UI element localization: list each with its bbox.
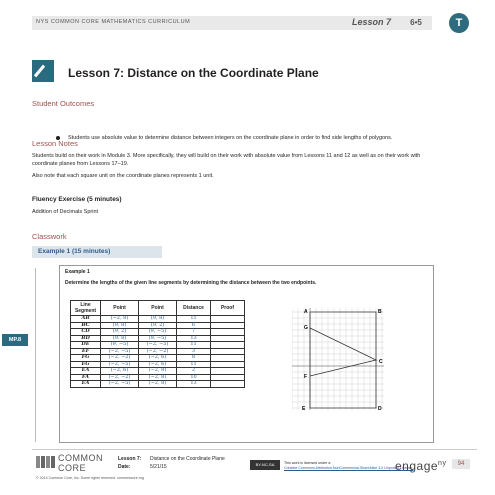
cell-dist: 10 (177, 374, 211, 381)
col-header-point2: Point (139, 301, 177, 316)
cell-p1: (−2, −5) (101, 381, 139, 388)
lesson-notes-heading: Lesson Notes (32, 139, 78, 148)
segment-table (70, 300, 245, 388)
cell-p2: (−2, −2) (139, 348, 177, 355)
col-header-proof: Proof (211, 301, 245, 316)
cell-p1: (9, 8) (101, 322, 139, 329)
teacher-badge: T (449, 13, 469, 33)
cell-p1: (9, 8) (101, 335, 139, 342)
footer-date-value: 5/21/15 (150, 464, 167, 470)
cell-seg: AB (71, 316, 101, 323)
common-core-logo-icon (36, 456, 56, 468)
cell-p1: (9, −5) (101, 342, 139, 349)
header-lesson: Lesson 7 (352, 17, 392, 27)
cell-p1: (−2, −5) (101, 348, 139, 355)
classwork-heading: Classwork (32, 232, 67, 241)
brand-common: COMMON (58, 453, 103, 463)
label-d: D (378, 406, 382, 410)
outcome-text: Students use absolute value to determine distance between integers on the coordinate plane in order to find side lengths of polygons. (68, 135, 393, 141)
cell-seg: EF (71, 348, 101, 355)
cell-p1: (9, 2) (101, 329, 139, 336)
label-f: F (304, 374, 308, 380)
license-text: This work is licensed under a (284, 461, 331, 465)
cell-p1: (−2, −2) (101, 374, 139, 381)
cell-seg: FA (71, 374, 101, 381)
fluency-text: Addition of Decimals Sprint (32, 209, 99, 215)
lesson-pencil-icon (32, 60, 54, 82)
cell-dist: 11 (177, 342, 211, 349)
cell-dist: 7 (177, 329, 211, 336)
cell-p2: (9, −5) (139, 335, 177, 342)
lesson-notes-p1: Students build on their work in Module 3. More specifically, they will build on their work with absolute value from Lessons 11 and 12 as well as on their work with coordinate planes from Lessons 17–19. (32, 153, 421, 167)
license-link[interactable]: Creative Commons Attribution-NonCommercial-ShareAlike 3.0 Unported License. (284, 466, 414, 470)
cell-seg: EA (71, 381, 101, 388)
engage-sup: ny (438, 460, 447, 467)
cell-seg: FG (71, 355, 101, 362)
cell-p2: (−2, 6) (139, 361, 177, 368)
cell-dist: 11 (177, 361, 211, 368)
cell-p1: (−2, −2) (101, 355, 139, 362)
label-c: C (379, 359, 383, 365)
brand-core: CORE (58, 463, 87, 473)
fluency-heading: Fluency Exercise (5 minutes) (32, 196, 122, 203)
cell-seg: EG (71, 361, 101, 368)
engage-ny-logo (395, 459, 446, 473)
cell-p2: (9, 2) (139, 322, 177, 329)
col-header-point1: Point (101, 301, 139, 316)
cell-p2: (−2, 8) (139, 381, 177, 388)
example-heading: Example 1 (15 minutes) (32, 246, 162, 258)
cell-seg: DE (71, 342, 101, 349)
copyright: © 2014 Common Core, Inc. Some rights reserved. commoncore.org (36, 476, 144, 480)
cell-dist: 13 (177, 381, 211, 388)
cell-p2: (−2, 8) (139, 368, 177, 375)
cc-license-badge: BY-NC-SA (250, 460, 280, 470)
triangle-segments (310, 328, 376, 376)
cell-dist: 11 (177, 316, 211, 323)
cell-dist: 8 (177, 355, 211, 362)
engage-text: engage (395, 459, 439, 473)
cell-p2: (9, −5) (139, 329, 177, 336)
student-outcomes-heading: Student Outcomes (32, 99, 95, 108)
cell-p2: (−2, 8) (139, 374, 177, 381)
footer-date-label: Date: (118, 464, 131, 470)
lesson-notes-p2: Also note that each square unit on the coordinate planes represents 1 unit. (32, 173, 214, 179)
cell-dist: 3 (177, 348, 211, 355)
cell-p2: (−2, 6) (139, 355, 177, 362)
cell-dist: 13 (177, 335, 211, 342)
cell-dist: 6 (177, 322, 211, 329)
label-b: B (378, 309, 382, 315)
cell-p1: (−2, 6) (101, 368, 139, 375)
cell-p2: (9, 8) (139, 316, 177, 323)
col-header-distance: Distance (177, 301, 211, 316)
example-instruction: Determine the lengths of the given line segments by determining the distance between the two endpoints. (65, 280, 317, 286)
grid-lines (292, 308, 384, 410)
cell-seg: CD (71, 329, 101, 336)
cell-p1: (−2, 8) (101, 316, 139, 323)
cell-seg: BC (71, 322, 101, 329)
col-header-segment: Line Segment (71, 301, 101, 316)
label-g: G (304, 325, 308, 331)
footer-lesson-value: Distance on the Coordinate Plane (150, 456, 225, 462)
mp-tag: MP.8 (2, 334, 28, 346)
label-a: A (304, 309, 308, 315)
cell-dist: 2 (177, 368, 211, 375)
cell-p1: (−2, −5) (101, 361, 139, 368)
grade-badge: 6•5 (400, 16, 432, 30)
coordinate-grid (292, 308, 384, 410)
example-title: Example 1 (65, 269, 90, 275)
cell-seg: EA (71, 368, 101, 375)
page-number: 94 (452, 459, 470, 469)
page-title: Lesson 7: Distance on the Coordinate Plane (68, 66, 319, 80)
cell-seg: BD (71, 335, 101, 342)
margin-rule (35, 268, 36, 442)
footer-rule (32, 449, 477, 450)
table-row (71, 381, 245, 388)
cell-p2: (−2, −5) (139, 342, 177, 349)
label-e: E (302, 406, 306, 410)
curriculum-name: NYS COMMON CORE MATHEMATICS CURRICULUM (36, 19, 191, 25)
footer-lesson-label: Lesson 7: (118, 456, 142, 462)
cell-proof (211, 381, 245, 388)
